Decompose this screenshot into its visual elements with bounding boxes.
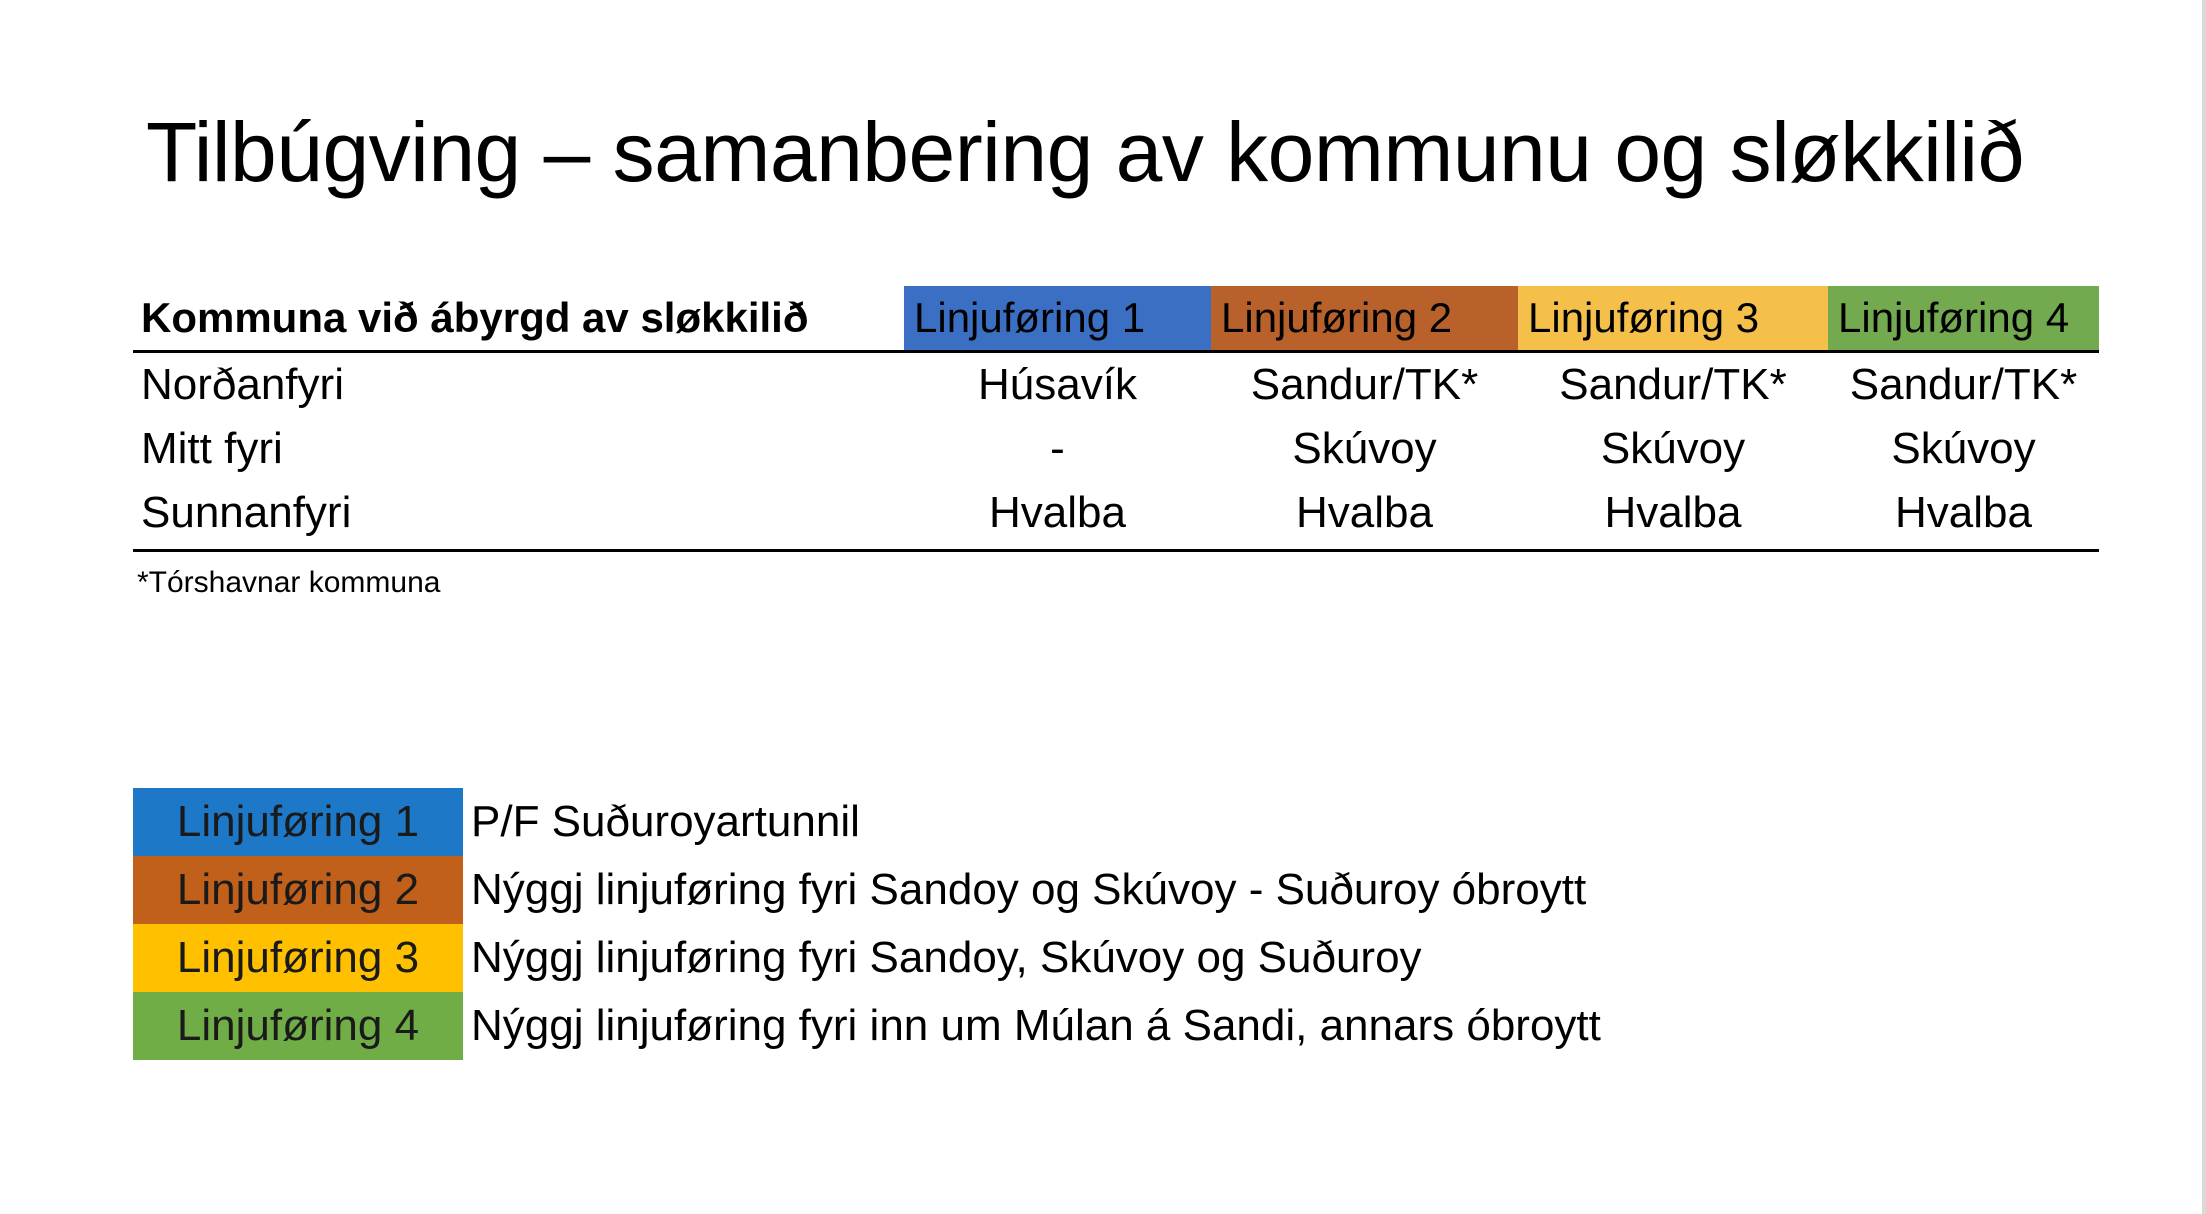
- legend-description: Nýggj linjuføring fyri inn um Múlan á Sandi, annars óbroytt: [471, 1001, 1601, 1050]
- table-row: [133, 417, 2099, 481]
- legend-description: P/F Suðuroyartunnil: [471, 797, 860, 846]
- table-cell: Sandur/TK*: [1849, 360, 2078, 409]
- header-route-4: Linjuføring 4: [1828, 286, 2099, 350]
- header-label: Kommuna við ábyrgd av sløkkilið: [141, 294, 809, 341]
- slide-edge: [2202, 0, 2206, 1214]
- header-route-3: Linjuføring 3: [1518, 286, 1828, 350]
- comparison-table: [133, 286, 2099, 552]
- legend-swatch-route-3: Linjuføring 3: [133, 924, 463, 992]
- table-cell: Hvalba: [1895, 488, 2032, 537]
- row-label: Sunnanfyri: [141, 488, 352, 537]
- table-cell: Sandur/TK*: [1559, 360, 1787, 409]
- legend-swatch-route-2: Linjuføring 2: [133, 856, 463, 924]
- table-body: [133, 353, 2099, 552]
- table-cell: -: [1050, 424, 1065, 473]
- table-cell: Hvalba: [1296, 488, 1433, 537]
- slide-title: Tilbúgving – samanbering av kommunu og sløkkilið: [146, 105, 2024, 199]
- legend-description: Nýggj linjuføring fyri Sandoy og Skúvoy - Suðuroy óbroytt: [471, 865, 1587, 914]
- legend-description: Nýggj linjuføring fyri Sandoy, Skúvoy og Suðuroy: [471, 933, 1422, 982]
- legend-swatch-route-4: Linjuføring 4: [133, 992, 463, 1060]
- table-header-row: [133, 286, 2099, 353]
- table-cell: Skúvoy: [1600, 424, 1746, 473]
- table-row: [133, 353, 2099, 417]
- table-cell: Skúvoy: [1292, 424, 1437, 473]
- table-cell: Húsavík: [978, 360, 1137, 409]
- table-cell: Sandur/TK*: [1250, 360, 1479, 409]
- table-cell: Skúvoy: [1891, 424, 2036, 473]
- table-row: [133, 481, 2099, 545]
- legend-swatch-route-1: Linjuføring 1: [133, 788, 463, 856]
- row-label: Norðanfyri: [141, 360, 344, 409]
- table-cell: Hvalba: [1604, 488, 1742, 537]
- row-label: Mitt fyri: [141, 424, 283, 473]
- header-route-1: Linjuføring 1: [904, 286, 1211, 350]
- table-footnote: *Tórshavnar kommuna: [137, 566, 441, 599]
- table-cell: Hvalba: [989, 488, 1126, 537]
- header-route-2: Linjuføring 2: [1211, 286, 1518, 350]
